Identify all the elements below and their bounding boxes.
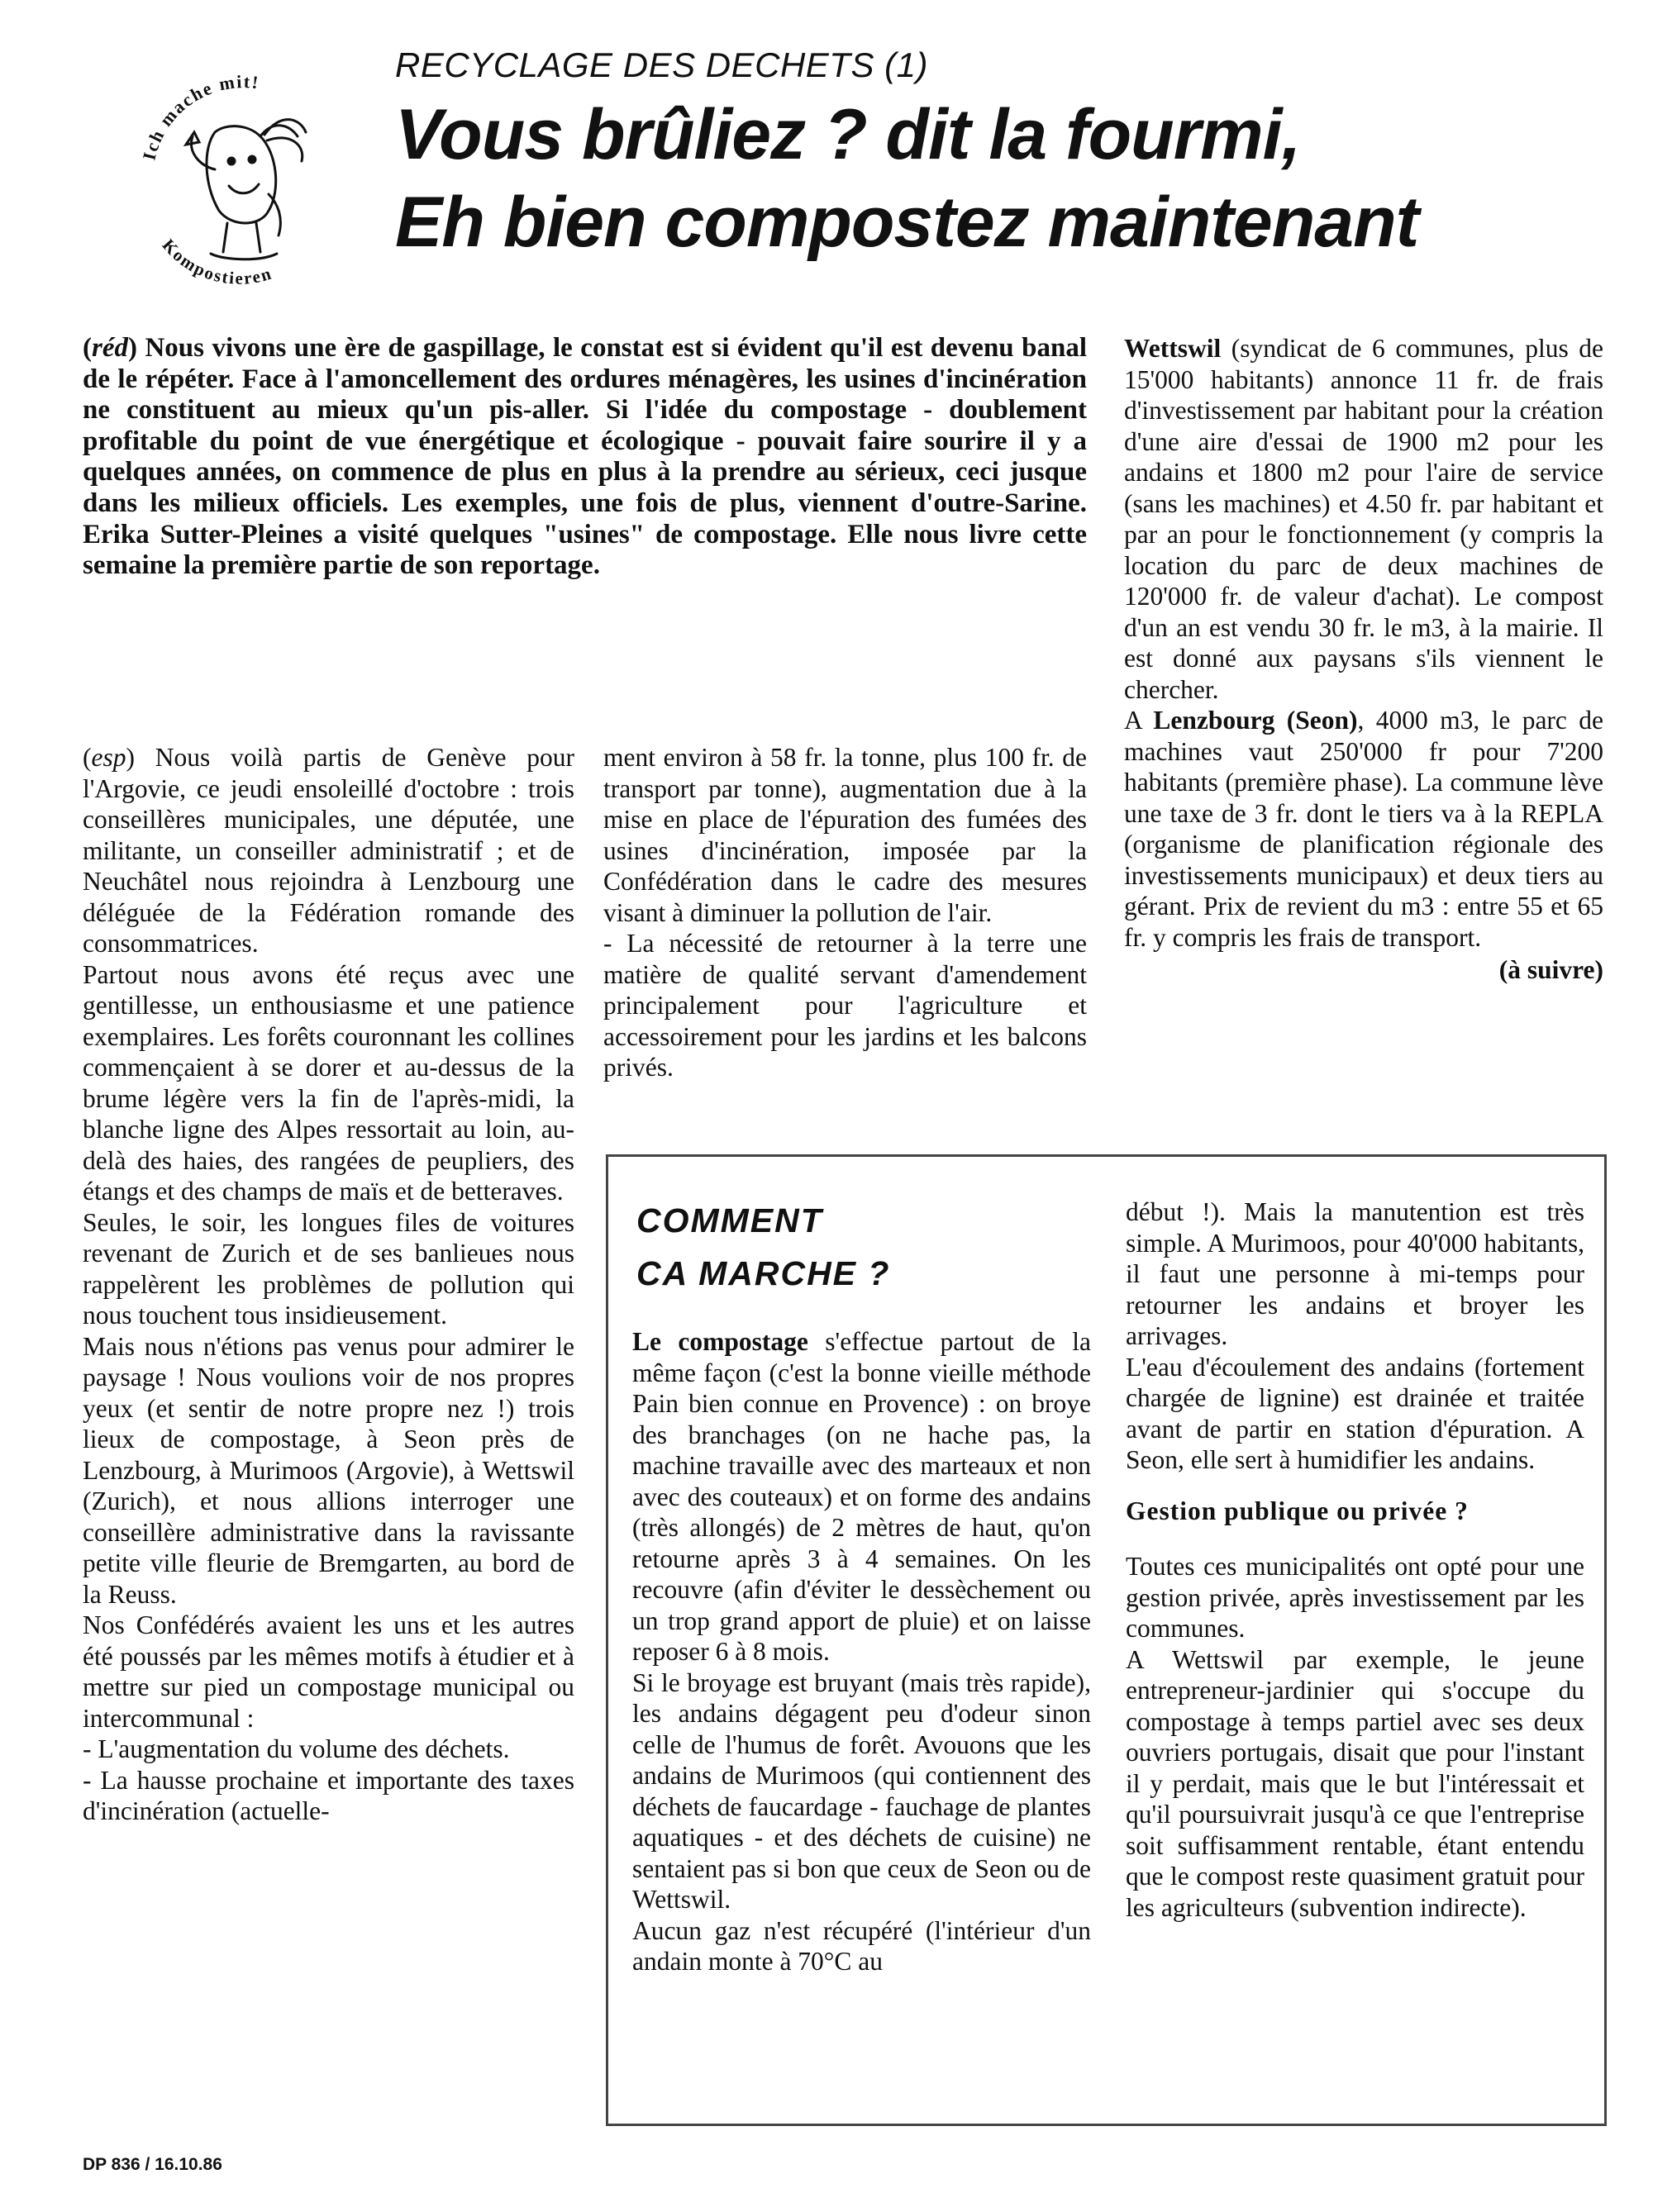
headline — [395, 91, 1418, 266]
logo-top-text: Ich mache mit! — [138, 71, 261, 163]
headline-line-2: Eh bien compostez maintenant — [395, 183, 1419, 262]
paragraph: , 4000 m3, le parc de machines vaut 250'000 fr pour 7'200 habitants (première phase). La commune lève une taxe de 3 fr. dont le tiers va à la REPLA (organisme de planification régionale des investissements municipaux) et deux tiers au gérant. Prix de revient du m3 : entre 55 et 65 fr. y compris les frais de transport. — [1124, 706, 1603, 952]
paragraph: Nous voilà partis de Genève pour l'Argovie, ce jeudi ensoleillé d'octobre : trois conseillères municipales, une députée, une militante, un conseiller administratif ; et de Neuchâtel nous rejoindra à Lenzbourg une déléguée de la Fédération romande des consommatrices. — [83, 743, 574, 958]
paragraph: Partout nous avons été reçus avec une gentillesse, un enthousiasme et une patience exemplaires. Les forêts couronnant les collines commençaient à se dorer et au-dessus de la brume légère vers la fin de l'après-midi, la blanche ligne des Alpes ressortait au loin, au-delà des haies, des rangées de peupliers, des étangs et des champs de maïs et de betteraves. — [83, 959, 574, 1206]
paragraph: (syndicat de 6 communes, plus de 15'000 habitants) annonce 11 fr. de frais d'investissement par habitant pour la création d'une aire d'essai de 1900 m2 pour les andains et 1800 m2 pour l'aire de service (sans les machines) et 4.50 fr. par habitant et par an pour le fonctionnement (y compris la location du parc de deux machines de 120'000 fr. de valeur d'achat). Le compost d'un an est vendu 30 fr. le m3, à la mairie. Il est donné aux paysans s'ils viennent le chercher. — [1124, 334, 1603, 704]
box-title-line-1: COMMENT — [636, 1201, 823, 1239]
paragraph: L'eau d'écoulement des andains (fortement chargée de lignine) est drainée et traitée avant de partir en station d'épuration. A Seon, elle sert à humidifier les andains. — [1126, 1352, 1584, 1474]
paragraph: début !). Mais la manutention est très simple. A Murimoos, pour 40'000 habitants, il faut une personne à mi-temps pour retourner les andains et broyer les arrivages. — [1126, 1197, 1584, 1350]
lead-in: Le compostage — [632, 1327, 808, 1356]
paragraph: Si le broyage est bruyant (mais très rapide), les andains dégagent peu d'odeur sinon celle de l'humus de forêt. Avouons que les andains de Murimoos (qui contiennent des déchets de faucardage - fauchage de plantes aquatiques - et des déchets de cuisine) ne sentaient pas si bon que ceux de Seon ou de Wettswil. — [632, 1667, 1091, 1914]
lead-text: Nous vivons une ère de gaspillage, le constat est si évident qu'il est devenu banal de le répéter. Face à l'amoncellement des ordures ménagères, les usines d'incinération ne constituent au mieux qu'un pis-aller. Si l'idée du compostage - doublement profitable du point de vue énergétique et écologique - pouvait faire sourire il y a quelques années, on commence de plus en plus à la prendre au sérieux, ceci jusque dans les milieux officiels. Les exemples, une fois de plus, viennent d'outre-Sarine. Erika Sutter-Pleines a visité quelques "usines" de compostage. Elle nous livre cette semaine la première partie de son reportage. — [83, 333, 1087, 581]
logo-bottom-text: Kompostieren — [158, 235, 275, 288]
paragraph: Aucun gaz n'est récupéré (l'intérieur d'un andain monte à 70°C au — [632, 1915, 1091, 1976]
paragraph: Nos Confédérés avaient les uns et les autres été poussés par les mêmes motifs à étudier et à mettre sur pied un compostage municipal ou intercommunal : — [83, 1610, 574, 1733]
paragraph: Seules, le soir, les longues files de voitures revenant de Zurich et de ses banlieues nous rappelèrent les problèmes de pollution qui nous touchent tous insidieusement. — [83, 1207, 574, 1330]
lead-paragraph: (réd) Nous vivons une ère de gaspillage, le constat est si évident qu'il est devenu banal de le répéter. Face à l'amoncellement des ordures ménagères, les usines d'incinération ne constituent au mieux qu'un pis-aller. Si l'idée du compostage - doublement profitable du point de vue énergétique et écologique - pouvait faire sourire il y a quelques années, on commence de plus en plus à la prendre au sérieux, ceci jusque dans les milieux officiels. Les exemples, une fois de plus, viennent d'outre-Sarine. Erika Sutter-Pleines a visité quelques "usines" de compostage. Elle nous livre cette semaine la première partie de son reportage. — [83, 333, 1087, 581]
article-tag: esp — [91, 743, 126, 772]
paragraph: - La nécessité de retourner à la terre une matière de qualité servant d'amendement principalement pour l'agriculture et accessoirement pour les jardins et les balcons privés. — [603, 929, 1087, 1082]
paragraph: ment environ à 58 fr. la tonne, plus 100 fr. de transport par tonne), augmentation due à la mise en place de l'épuration des fumées des usines d'incinération, imposée par la Confédération dans le cadre des mesures visant à diminuer la pollution de l'air. — [603, 743, 1087, 927]
paragraph: A Wettswil par exemple, le jeune entrepreneur-jardinier qui s'occupe du compostage à temps partiel avec ses deux ouvriers portugais, disait que pour l'instant il y perdait, mais que le but l'intéressait et qu'il poursuivrait jusqu'à ce que l'entreprise soit suffisamment rentable, étant entendu que le compost reste quasiment gratuit pour les agriculteurs (subvention indirecte). — [1126, 1644, 1584, 1922]
paragraph: Mais nous n'étions pas venus pour admirer le paysage ! Nous voulions voir de nos propres yeux (et sentir de notre propre nez !) trois lieux de compostage, à Seon près de Lenzbourg, à Murimoos (Argovie), à Wettswil (Zurich), et nous allions interroger une conseillère administrative dans la ravissante petite ville fleurie de Bremgarten, au bord de la Reuss. — [83, 1331, 574, 1609]
compost-mascot-icon — [136, 54, 343, 293]
paragraph: - La hausse prochaine et importante des taxes d'incinération (actuelle- — [83, 1765, 574, 1825]
logo — [136, 54, 343, 293]
box-column-1 — [632, 1326, 1091, 1977]
article-column-3 — [1124, 333, 1603, 986]
to-be-continued: (à suivre) — [1498, 955, 1603, 984]
box-column-2 — [1126, 1196, 1584, 1923]
place-name: Lenzbourg (Seon) — [1153, 706, 1358, 735]
svg-text:Ich mache mit! — [138, 71, 260, 162]
article-column-2 — [603, 742, 1087, 1083]
paragraph: - L'augmentation du volume des déchets. — [83, 1734, 510, 1763]
paragraph: Toutes ces municipalités ont opté pour une gestion privée, après investissement par les communes. — [1126, 1552, 1584, 1643]
lead-tag: réd — [92, 333, 128, 363]
box-title — [636, 1194, 890, 1300]
paragraph: s'effectue partout de la même façon (c'est la bonne vieille méthode Pain bien connue en Provence) : on broye des branchages (on ne hache pas, la machine travaille avec des marteaux et non avec des couteaux) et on forme des andains (très allongés) de 2 mètres de haut, qu'on retourne après 3 à 4 semaines. On les recouvre (afin d'éviter le dessèchement ou un trop grand apport de pluie) et on laisse reposer 6 à 8 mois. — [632, 1327, 1091, 1666]
svg-text:Kompostieren — [159, 235, 275, 288]
place-name: Wettswil — [1124, 334, 1222, 363]
paragraph-prefix: A — [1124, 706, 1154, 735]
headline-line-1: Vous brûliez ? dit la fourmi, — [395, 95, 1301, 174]
box-title-line-2: CA MARCHE ? — [636, 1254, 891, 1292]
footer-reference: DP 836 / 16.10.86 — [83, 2155, 222, 2174]
box-subheading: Gestion publique ou privée ? — [1126, 1496, 1469, 1525]
kicker: RECYCLAGE DES DECHETS (1) — [395, 45, 928, 84]
article-column-1: (esp) Nous voilà partis de Genève pour l'Argovie, ce jeudi ensoleillé d'octobre : trois conseillères municipales, une députée, une militante, un conseiller administratif ; et de Neuchâtel nous rejoindra à Lenzbourg une déléguée de la Fédération romande des consommatrices. Partout nous avons été reçus avec une gentillesse, un enthousiasme et une patience exemplaires. Les forêts couronnant les collines commençaient à se dorer et au-dessus de la brume légère vers la fin de l'après-midi, la blanche ligne des Alpes ressortait au loin, au-delà des haies, des rangées de peupliers, des étangs et des champs de maïs et de betteraves. Seules, le soir, les longues files de voitures revenant de Zurich et de ses banlieues nous rappelèrent les problèmes de pollution qui nous touchent tous insidieusement. Mais nous n'étions pas venus pour admirer le paysage ! Nous voulions voir de nos propres yeux (et sentir de notre propre nez !) trois lieux de compostage, à Seon près de Lenzbourg, à Murimoos (Argovie), à Wettswil (Zurich), et nous allions interroger une conseillère administrative dans la ravissante petite ville fleurie de Bremgarten, au bord de la Reuss. Nos Confédérés avaient les uns et les autres été poussés par les mêmes motifs à étudier et à mettre sur pied un compostage municipal ou intercommunal : - L'augmentation du volume des déchets. - La hausse prochaine et importante des taxes d'incinération (actuelle- — [83, 743, 574, 1825]
